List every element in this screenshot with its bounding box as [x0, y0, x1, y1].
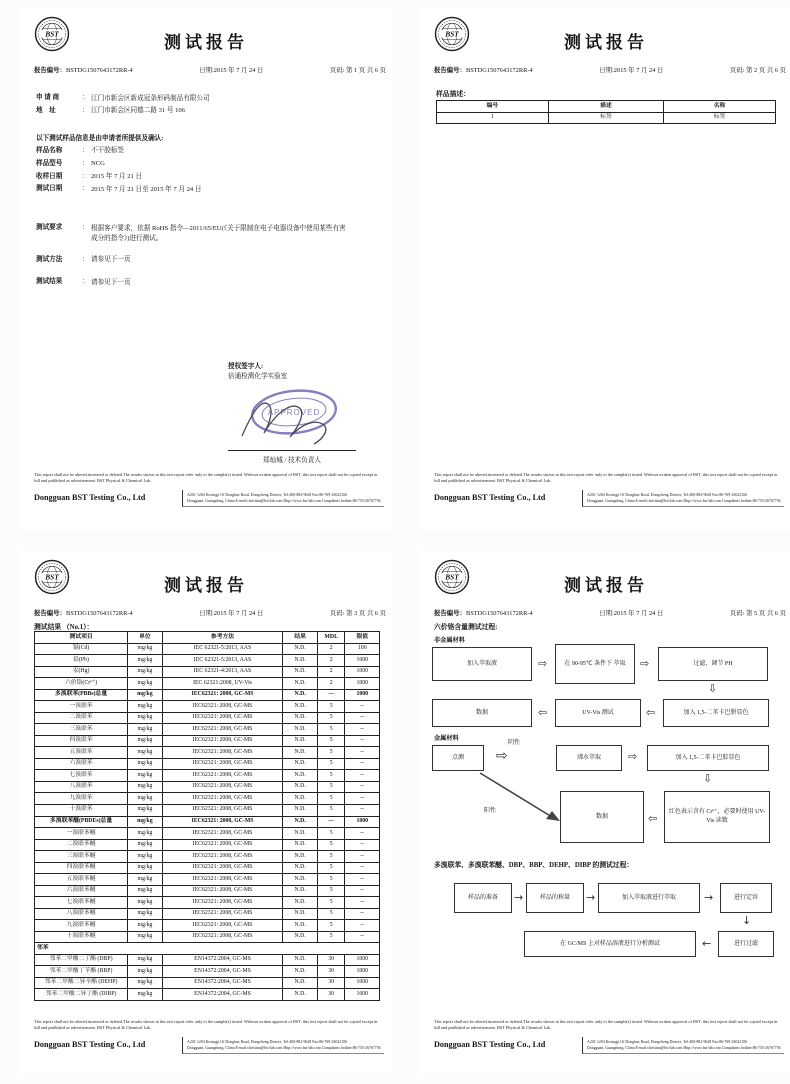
test-item: 八溴联苯	[35, 781, 128, 793]
page-title: 测试报告	[564, 33, 648, 52]
test-item: 三溴联苯	[35, 724, 128, 736]
footer-disclaimer: This report shall not be altered,increased or deleted.The results shown in this test report refer only to the sample(s) tested. Without written approval of BST, this test report shall not be copied except in full and published as advertisement. BST Physical & Chemical Lab.	[434, 1019, 778, 1031]
pbb-process-title: 多溴联苯、多溴联苯醚、DBP、BBP、DEHP、DIBP 的测试过程：	[434, 862, 634, 869]
table-row: 五溴联苯醚 mg/kg IEC62321: 2008, GC-MS N.D. 5 --	[35, 874, 380, 886]
table-row: 五溴联苯 mg/kg IEC62321: 2008, GC-MS N.D. 5 --	[35, 747, 380, 759]
company-name: Dongguan BST Testing Co., Ltd	[34, 492, 146, 502]
table-row: 四溴联苯醚 mg/kg IEC62321: 2008, GC-MS N.D. 5 --	[35, 862, 380, 874]
flow-box-sample-weigh: 样品的称量	[526, 883, 584, 913]
test-item: 邻苯二甲酸二丁酯 (DBP)	[35, 954, 128, 966]
flow-box-filter-ph: 过滤，调节 PH	[658, 647, 768, 681]
table-row: 八溴联苯 mg/kg IEC62321: 2008, GC-MS N.D. 5 --	[35, 781, 380, 793]
company-address: A201-1204 Kexingji Of Donghao Road, Dongcheng District, Tel:400-882-9628 Fax:86-769-23022106 Dongguan, Guangdong, China E-mail:christina@bst-lab.com Http://www.bst-lab.com Complaints hotline:86-755-26767756	[182, 490, 384, 508]
page-footer	[434, 472, 784, 507]
page-title: 测试报告	[164, 576, 248, 595]
test-results-title: 测试结果 （No.1）：	[34, 624, 94, 631]
pbbs-total-row: 多溴联苯(PBBs)总量 mg/kg IEC62321: 2008, GC-MS N.D. — 1000	[35, 689, 380, 701]
page-title: 测试报告	[164, 33, 248, 52]
page-footer	[34, 1019, 384, 1054]
report-page-1	[20, 8, 392, 530]
test-item: 七溴联苯醚	[35, 897, 128, 909]
phthalates-section-row: 邻苯	[35, 943, 380, 955]
page-number: 页码: 第 1 页 共 6 页	[329, 67, 386, 74]
flow-box-sample-prep: 样品的准备	[454, 883, 512, 913]
report-date: 日期:2015 年 7 月 24 日	[199, 67, 264, 74]
thin-arrow-right-icon: →	[704, 891, 714, 904]
sample-description-body	[437, 112, 776, 124]
arrow-left-icon: ⇦	[646, 706, 656, 719]
report-meta	[34, 608, 386, 617]
flow-box-extract-90-95: 在 90-95℃ 条件下 萃取	[555, 644, 635, 684]
arrow-right-icon: ⇨	[628, 750, 638, 763]
flow-box-spot-test: 点测	[432, 745, 484, 771]
report-meta	[34, 65, 386, 74]
positive-label: 阳性	[484, 808, 497, 814]
test-item: 铅(Pb)	[35, 655, 128, 667]
table-row: 邻苯二甲酸二异辛酯 (DEHP) mg/kg EN14372:2004, GC-MS N.D. 30 1000	[35, 977, 380, 989]
table-row: 三溴联苯 mg/kg IEC62321: 2008, GC-MS N.D. 5 --	[35, 724, 380, 736]
company-name: Dongguan BST Testing Co., Ltd	[34, 1039, 146, 1049]
negative-label: 阴性	[508, 740, 521, 746]
flow-box-red-cr6: 红色表示含有 Cr⁶⁺，必要时使用 UV-Vis 读数	[664, 791, 770, 843]
test-item: 九溴联苯醚	[35, 920, 128, 932]
company-name: Dongguan BST Testing Co., Ltd	[434, 1039, 546, 1049]
report-number: 报告编号：BSTDG1507643172RR-4	[434, 610, 533, 617]
field-row: 测试日期 ： 2015 年 7 月 21 日至 2015 年 7 月 24 日	[36, 185, 202, 193]
test-item: 三溴联苯醚	[35, 851, 128, 863]
flow-box-uvvis-test: UV-Vis 测试	[555, 699, 641, 727]
metal-label: 金属材料	[434, 735, 459, 742]
arrow-down-icon: ⇩	[703, 772, 713, 785]
table-row: 七溴联苯醚 mg/kg IEC62321: 2008, GC-MS N.D. 5 --	[35, 897, 380, 909]
table-row: 六溴联苯 mg/kg IEC62321: 2008, GC-MS N.D. 5 --	[35, 758, 380, 770]
field-row: 测试方法 ： 请参见下一页	[36, 255, 131, 264]
test-item: 七溴联苯	[35, 770, 128, 782]
pbb-congener-rows	[35, 701, 380, 816]
flow-box-data-2: 数据	[560, 791, 644, 843]
test-results-table	[34, 631, 380, 1001]
thin-arrow-right-icon: →	[586, 891, 596, 904]
flow-box-boiling-water: 沸水萃取	[556, 745, 622, 771]
table-row: 六价铬(Cr⁶⁺) mg/kg IEC 62321:2008, UV-Vis N.D. 2 1000	[35, 678, 380, 690]
field-row: 地 址 ： 江门市新会区同德二路 31 号 106	[36, 106, 185, 115]
signature-line	[228, 450, 356, 451]
cr6-process-title: 六价铬含量测试过程:	[434, 624, 498, 631]
test-item: 汞(Hg)	[35, 666, 128, 678]
nonmetal-label: 非金属材料	[434, 637, 465, 644]
test-item: 二溴联苯	[35, 712, 128, 724]
table-row: 1 标签 标签	[437, 112, 776, 124]
report-page-5	[420, 551, 790, 1073]
table-row: 邻苯二甲酸丁苄酯 (BBP) mg/kg EN14372:2004, GC-MS N.D. 30 1000	[35, 966, 380, 978]
sample-description-title: 样品描述：	[436, 91, 470, 98]
page-footer	[34, 472, 384, 507]
footer-disclaimer: This report shall not be altered,increased or deleted.The results shown in this test report refer only to the sample(s) tested. Without written approval of BST, this test report shall not be copied except in full and published as advertisement. BST Physical & Chemical Lab.	[34, 472, 378, 484]
field-row: 样品名称 ： 不干胶标签	[36, 146, 124, 155]
table-row: 邻苯二甲酸二丁酯 (DBP) mg/kg EN14372:2004, GC-MS N.D. 30 1000	[35, 954, 380, 966]
test-item: 邻苯二甲酸二异辛酯 (DEHP)	[35, 977, 128, 989]
report-meta	[434, 608, 786, 617]
report-meta	[434, 65, 786, 74]
page-number: 页码: 第 5 页 共 6 页	[729, 610, 786, 617]
company-address: A201-1204 Kexingji Of Donghao Road, Dongcheng District, Tel:400-882-9628 Fax:86-769-23022106 Dongguan, Guangdong, China E-mail:christina@bst-lab.com Http://www.bst-lab.com Complaints hotline:86-755-26767756	[582, 490, 784, 508]
page-footer	[434, 1019, 784, 1054]
test-item: 四溴联苯醚	[35, 862, 128, 874]
table-row: 一溴联苯醚 mg/kg IEC62321: 2008, GC-MS N.D. 5 --	[35, 828, 380, 840]
company-address: A201-1204 Kexingji Of Donghao Road, Dongcheng District, Tel:400-882-9628 Fax:86-769-23022106 Dongguan, Guangdong, China E-mail:christina@bst-lab.com Http://www.bst-lab.com Complaints hotline:86-755-26767756	[582, 1037, 784, 1055]
flow-box-constant-volume: 进行定容	[720, 883, 772, 913]
table-row: 七溴联苯 mg/kg IEC62321: 2008, GC-MS N.D. 5 --	[35, 770, 380, 782]
field-row: 样品型号 ： NCG	[36, 159, 105, 168]
svg-text:BST: BST	[45, 572, 59, 582]
report-date: 日期:2015 年 7 月 24 日	[199, 610, 264, 617]
positive-diagonal-arrow	[472, 769, 564, 827]
flow-box-extraction: 加入萃取液进行萃取	[598, 883, 700, 913]
report-number: 报告编号：BSTDG1507643172RR-4	[434, 67, 533, 74]
test-item: 邻苯二甲酸二异丁酯 (DIBP)	[35, 989, 128, 1001]
table-row: 四溴联苯 mg/kg IEC62321: 2008, GC-MS N.D. 5 --	[35, 735, 380, 747]
pbde-congener-rows	[35, 828, 380, 943]
page-title: 测试报告	[564, 576, 648, 595]
report-number: 报告编号：BSTDG1507643172RR-4	[34, 610, 133, 617]
test-item: 六溴联苯	[35, 758, 128, 770]
svg-text:BST: BST	[445, 29, 459, 39]
table-header-row: 编号 描述 名称	[437, 101, 776, 113]
report-number: 报告编号：BSTDG1507643172RR-4	[34, 67, 133, 74]
test-item: 五溴联苯醚	[35, 874, 128, 886]
thin-arrow-right-icon: →	[514, 891, 524, 904]
sample-description-table	[436, 100, 776, 124]
flow-box-filtering: 进行过滤	[718, 931, 774, 957]
company-name: Dongguan BST Testing Co., Ltd	[434, 492, 546, 502]
table-row: 八溴联苯醚 mg/kg IEC62321: 2008, GC-MS N.D. 5 --	[35, 908, 380, 920]
signer-name: 郑灿城 / 技术负责人	[263, 457, 321, 464]
report-date: 日期:2015 年 7 月 24 日	[599, 610, 664, 617]
flow-box-carbazide: 加入 1,5-二苯卡巴肼显色	[663, 699, 769, 727]
test-item: 一溴联苯	[35, 701, 128, 713]
table-row: 二溴联苯 mg/kg IEC62321: 2008, GC-MS N.D. 5 --	[35, 712, 380, 724]
flow-box-data-1: 数据	[432, 699, 532, 727]
metals-rows	[35, 643, 380, 689]
phthalate-rows	[35, 954, 380, 1000]
stamp-text: APPROVED	[267, 408, 321, 417]
table-row: 十溴联苯醚 mg/kg IEC62321: 2008, GC-MS N.D. 5 --	[35, 931, 380, 943]
test-item: 六价铬(Cr⁶⁺)	[35, 678, 128, 690]
flow-box-carbazone: 加入 1,5-二苯卡巴腙显色	[647, 745, 769, 771]
arrow-right-icon: ⇨	[640, 657, 650, 670]
arrow-right-icon: ⇨	[496, 748, 506, 764]
table-row: 镉(Cd) mg/kg IEC 62321-5:2013, AAS N.D. 2 100	[35, 643, 380, 655]
thin-arrow-left-icon: ←	[702, 937, 712, 950]
arrow-left-icon: ⇦	[538, 706, 548, 719]
authorized-signer-label: 授权签字人:	[228, 363, 264, 370]
flow-box-add-extract: 加入萃取液	[432, 647, 532, 681]
bst-logo-text: BST	[45, 29, 59, 39]
test-item: 六溴联苯醚	[35, 885, 128, 897]
arrow-left-icon: ⇦	[648, 812, 658, 825]
sample-rows	[36, 145, 382, 196]
pbdes-total-row: 多溴联苯醚(PBDEs)总量 mg/kg IEC62321: 2008, GC-MS N.D. — 1000	[35, 816, 380, 828]
thin-arrow-down-icon: ↓	[742, 914, 752, 927]
report-page-2	[420, 8, 790, 530]
test-item: 十溴联苯	[35, 804, 128, 816]
table-row: 二溴联苯醚 mg/kg IEC62321: 2008, GC-MS N.D. 5 --	[35, 839, 380, 851]
footer-disclaimer: This report shall not be altered,increased or deleted.The results shown in this test report refer only to the sample(s) tested. Without written approval of BST, this test report shall not be copied except in full and published as advertisement. BST Physical & Chemical Lab.	[434, 472, 778, 484]
page-number: 页码: 第 2 页 共 6 页	[729, 67, 786, 74]
table-row: 九溴联苯 mg/kg IEC62321: 2008, GC-MS N.D. 5 --	[35, 793, 380, 805]
table-row: 邻苯二甲酸二异丁酯 (DIBP) mg/kg EN14372:2004, GC-MS N.D. 30 1000	[35, 989, 380, 1001]
lab-name: 倍通检测化学实验室	[228, 373, 288, 380]
test-item: 九溴联苯	[35, 793, 128, 805]
test-item: 十溴联苯醚	[35, 931, 128, 943]
table-row: 三溴联苯醚 mg/kg IEC62321: 2008, GC-MS N.D. 5 --	[35, 851, 380, 863]
test-item: 四溴联苯	[35, 735, 128, 747]
table-row: 一溴联苯 mg/kg IEC62321: 2008, GC-MS N.D. 5 --	[35, 701, 380, 713]
test-item: 五溴联苯	[35, 747, 128, 759]
signature-block	[228, 360, 378, 464]
test-item: 八溴联苯醚	[35, 908, 128, 920]
company-address: A201-1204 Kexingji Of Donghao Road, Dongcheng District, Tel:400-882-9628 Fax:86-769-23022106 Dongguan, Guangdong, China E-mail:christina@bst-lab.com Http://www.bst-lab.com Complaints hotline:86-755-26767756	[182, 1037, 384, 1055]
requirement-rows	[36, 222, 382, 299]
flow-box-gcms-analysis: 在 GC/MS 上对样品溶液进行分析测试	[524, 931, 696, 957]
report-date: 日期:2015 年 7 月 24 日	[599, 67, 664, 74]
arrow-right-icon: ⇨	[538, 657, 548, 670]
footer-disclaimer: This report shall not be altered,increased or deleted.The results shown in this test report refer only to the sample(s) tested. Without written approval of BST, this test report shall not be copied except in full and published as advertisement. BST Physical & Chemical Lab.	[34, 1019, 378, 1031]
test-item: 一溴联苯醚	[35, 828, 128, 840]
test-item: 邻苯二甲酸丁苄酯 (BBP)	[35, 966, 128, 978]
arrow-down-icon: ⇩	[708, 682, 718, 695]
sample-info-intro: 以下测试样品信息是由申请者所提供及确认:	[36, 134, 164, 142]
table-header-row: 测试项目 单位 参考方法 结果 MDL 限值	[35, 632, 380, 644]
field-row: 测试要求 ： 根据客户要求，依据 RoHS 指令—2011/65/EU(《关于限制在电子电器设备中使用某些有害成分的指令》)进行测试。	[36, 224, 346, 242]
field-row: 收样日期 ： 2015 年 7 月 21 日	[36, 172, 143, 181]
applicant-rows	[36, 92, 382, 118]
table-row: 六溴联苯醚 mg/kg IEC62321: 2008, GC-MS N.D. 5 --	[35, 885, 380, 897]
svg-text:BST: BST	[445, 572, 459, 582]
sample-info	[36, 92, 382, 299]
page-number: 页码: 第 3 页 共 6 页	[329, 610, 386, 617]
test-item: 二溴联苯醚	[35, 839, 128, 851]
table-row: 汞(Hg) mg/kg IEC 62321-4:2013, AAS N.D. 2 1000	[35, 666, 380, 678]
test-item: 镉(Cd)	[35, 643, 128, 655]
table-row: 铅(Pb) mg/kg IEC 62321-5:2013, AAS N.D. 2 1000	[35, 655, 380, 667]
approval-stamp	[228, 382, 356, 446]
field-row: 测试结果 ： 请参见下一页	[36, 278, 131, 286]
table-row: 九溴联苯醚 mg/kg IEC62321: 2008, GC-MS N.D. 5 --	[35, 920, 380, 932]
table-row: 十溴联苯 mg/kg IEC62321: 2008, GC-MS N.D. 5 --	[35, 804, 380, 816]
report-page-3	[20, 551, 392, 1073]
field-row: 申 请 商 ： 江门市新会区新成冠条形码制品有限公司	[36, 94, 210, 102]
